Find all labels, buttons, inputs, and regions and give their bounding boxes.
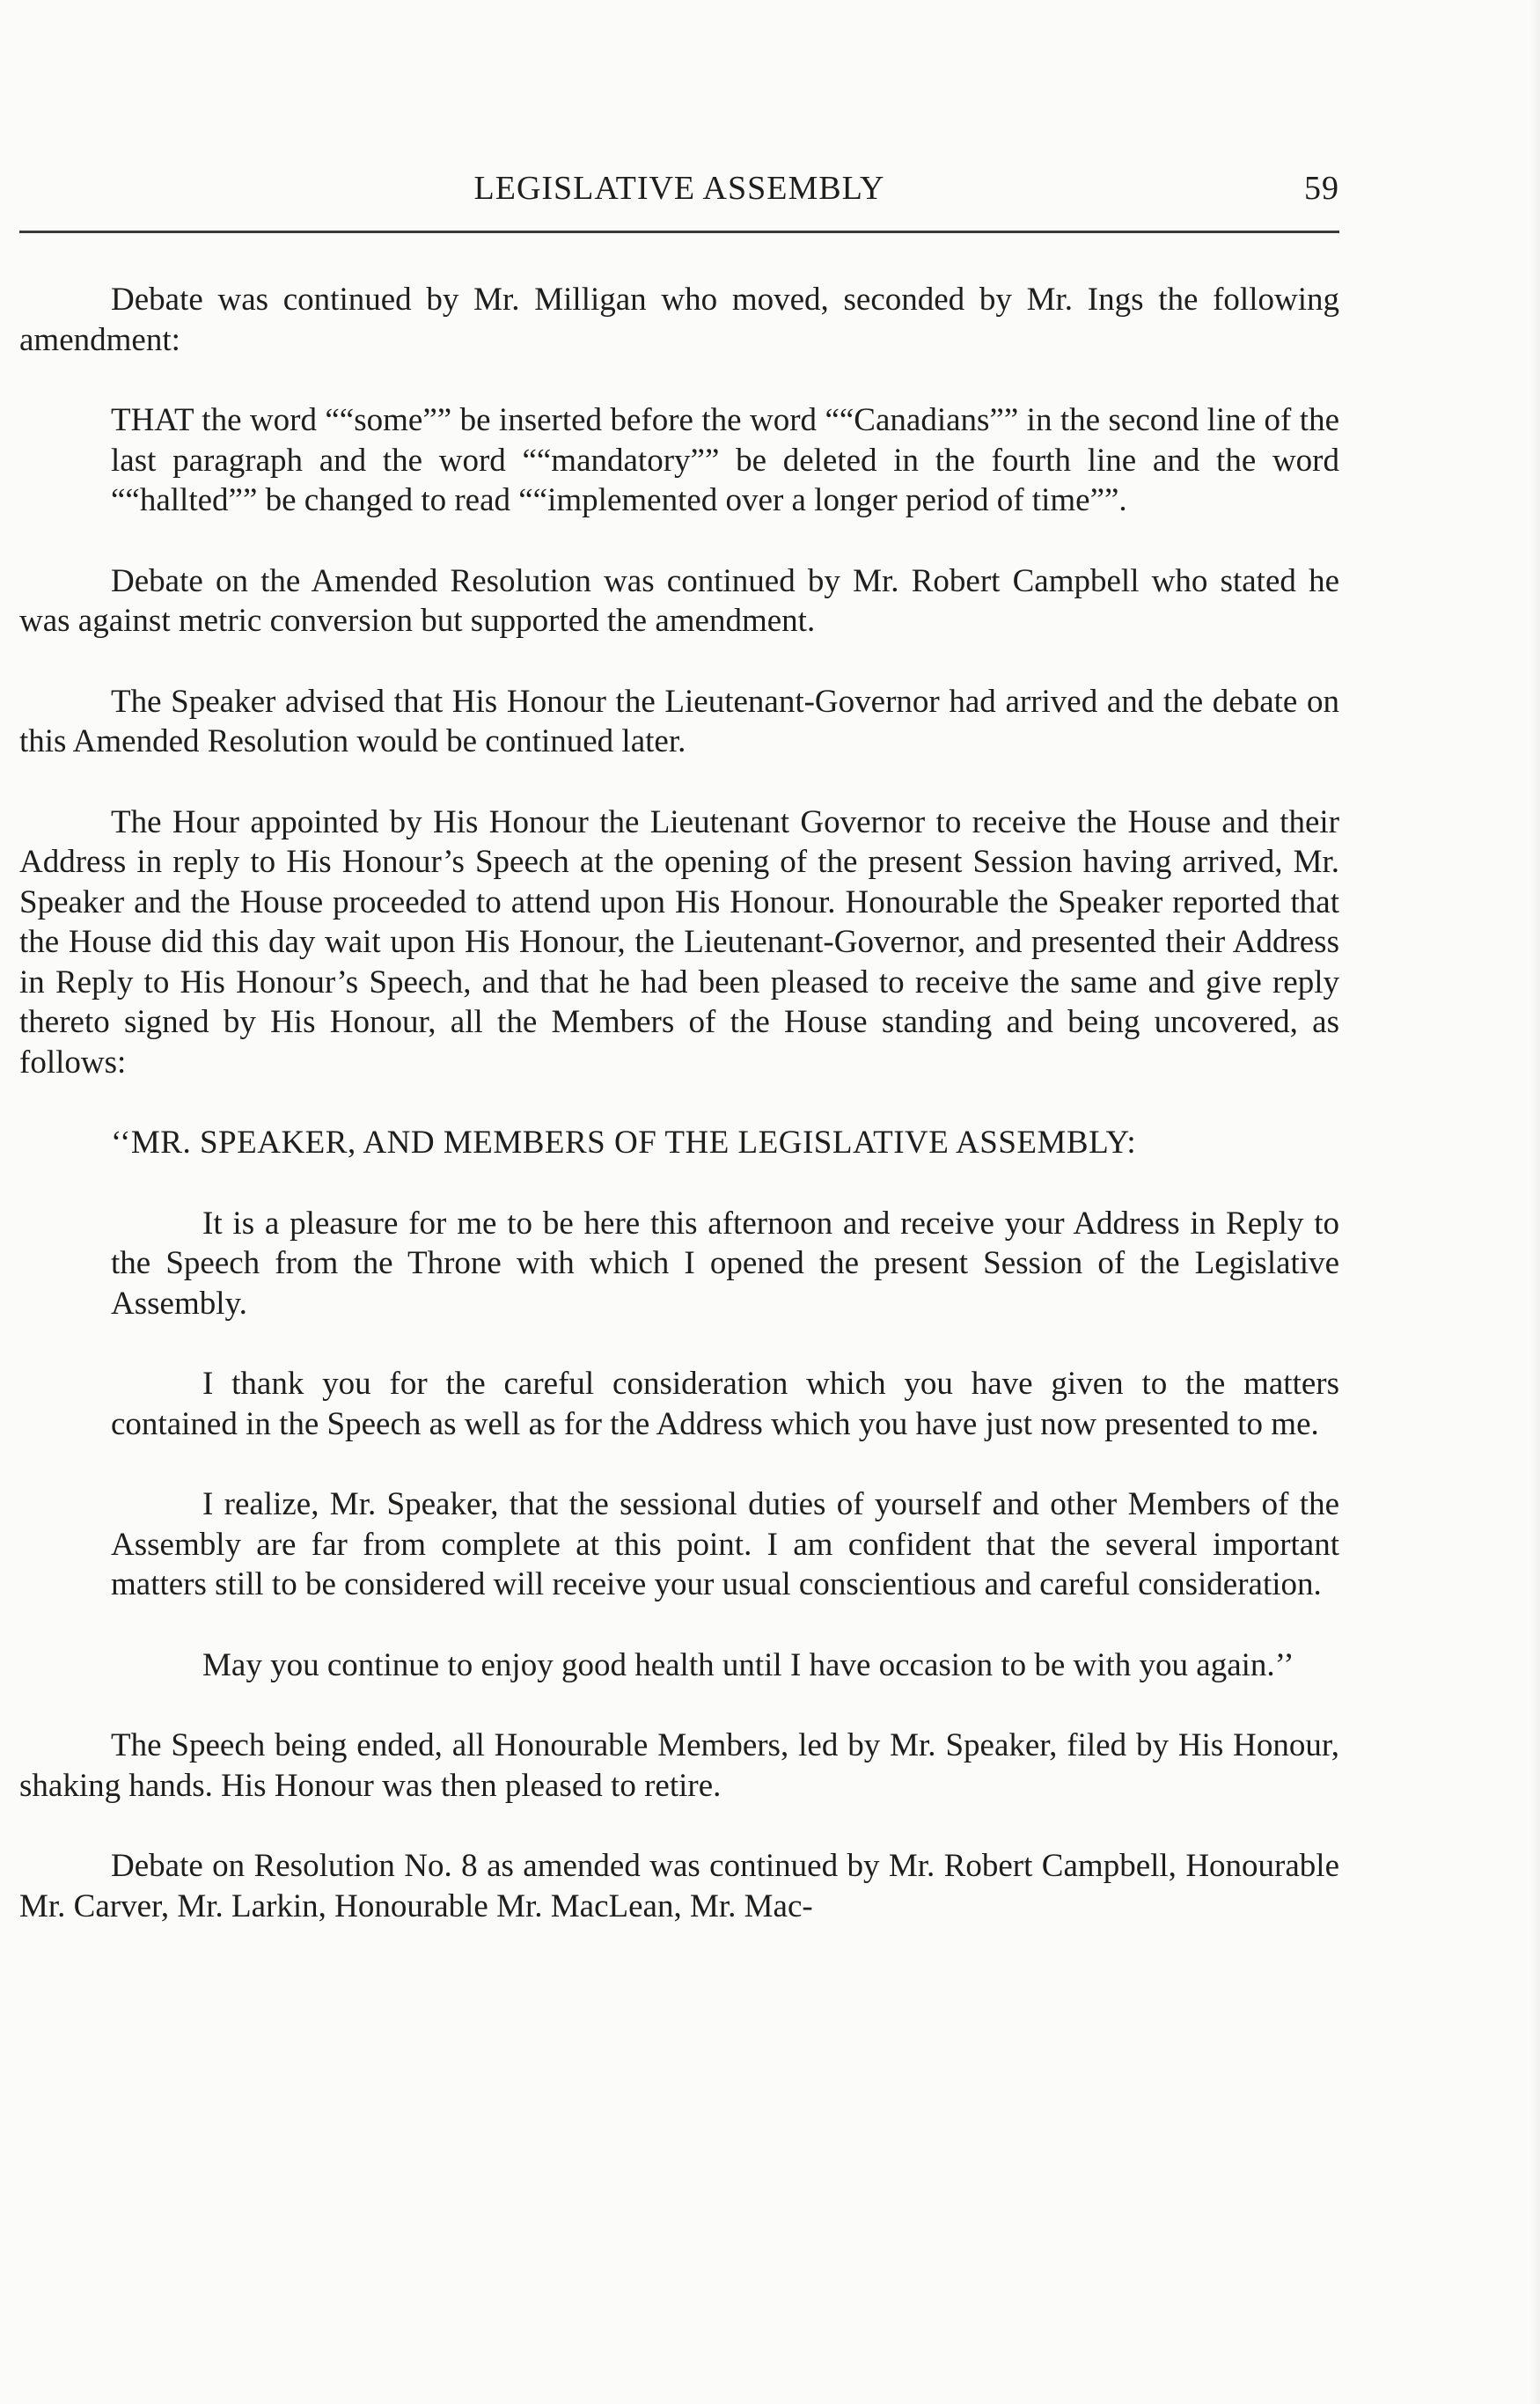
reply-paragraph-3: I realize, Mr. Speaker, that the sessional duties of yourself and other Members of the Assembly are far from complete at this point. I am confident that the several important matters still to be considered will receive your usual conscientious and careful consideration. [111, 1486, 1339, 1602]
page-body [19, 280, 1339, 1926]
reply-paragraph-2: I thank you for the careful consideration which you have given to the matters contained in the Speech as well as for the Address which you have just now presented to me. [111, 1366, 1339, 1442]
page-edge-shadow [1529, 0, 1540, 2404]
header-rule [19, 231, 1339, 233]
page-header [19, 169, 1339, 211]
paragraph-amendment-intro: Debate was continued by Mr. Milligan who moved, seconded by Mr. Ings the following amendment: [19, 282, 1339, 358]
reply-salutation: ‘‘MR. SPEAKER, AND MEMBERS OF THE LEGISLATIVE ASSEMBLY: [111, 1125, 1137, 1161]
running-title: LEGISLATIVE ASSEMBLY [473, 170, 885, 207]
paragraph-address-in-reply: The Hour appointed by His Honour the Lieutenant Governor to receive the House and their Address in reply to His Honour’s Speech at the opening of the present Session having arrived, Mr. Speaker and the House proceeded to attend upon His Honour. Honourable the Speaker reported that the House did this day wait upon His Honour, the Lieutenant-Governor, and presented their Address in Reply to His Honour’s Speech, and that he had been pleased to receive the same and give reply thereto signed by His Honour, all the Members of the House standing and being uncovered, as follows: [19, 803, 1339, 1081]
paragraph-speaker-advised: The Speaker advised that His Honour the Lieutenant-Governor had arrived and the debate on this Amended Resolution would be continued later. [19, 683, 1339, 759]
paragraph-resolution-8: Debate on Resolution No. 8 as amended was continued by Mr. Robert Campbell, Honourable Mr. Carver, Mr. Larkin, Honourable Mr. MacLean, Mr. Mac- [19, 1848, 1339, 1924]
page-number: 59 [1304, 170, 1339, 207]
paragraph-campbell-debate: Debate on the Amended Resolution was continued by Mr. Robert Campbell who stated he was against metric conversion but supported the amendment. [19, 562, 1339, 639]
paragraph-speech-ended: The Speech being ended, all Honourable Members, led by Mr. Speaker, filed by His Honour, shaking hands. His Honour was then pleased to retire. [19, 1727, 1339, 1804]
amendment-text: THAT the word ““some”” be inserted before the word ““Canadians”” in the second line of the last paragraph and the word ““mandatory”” be deleted in the fourth line and the word ““hallted”” be changed to read ““implemented over a longer period of time””. [111, 402, 1339, 518]
reply-paragraph-1: It is a pleasure for me to be here this afternoon and receive your Address in Reply to the Speech from the Throne with which I opened the present Session of the Legislative Assembly. [111, 1205, 1339, 1322]
reply-paragraph-4: May you continue to enjoy good health until I have occasion to be with you again.’’ [202, 1646, 1294, 1683]
